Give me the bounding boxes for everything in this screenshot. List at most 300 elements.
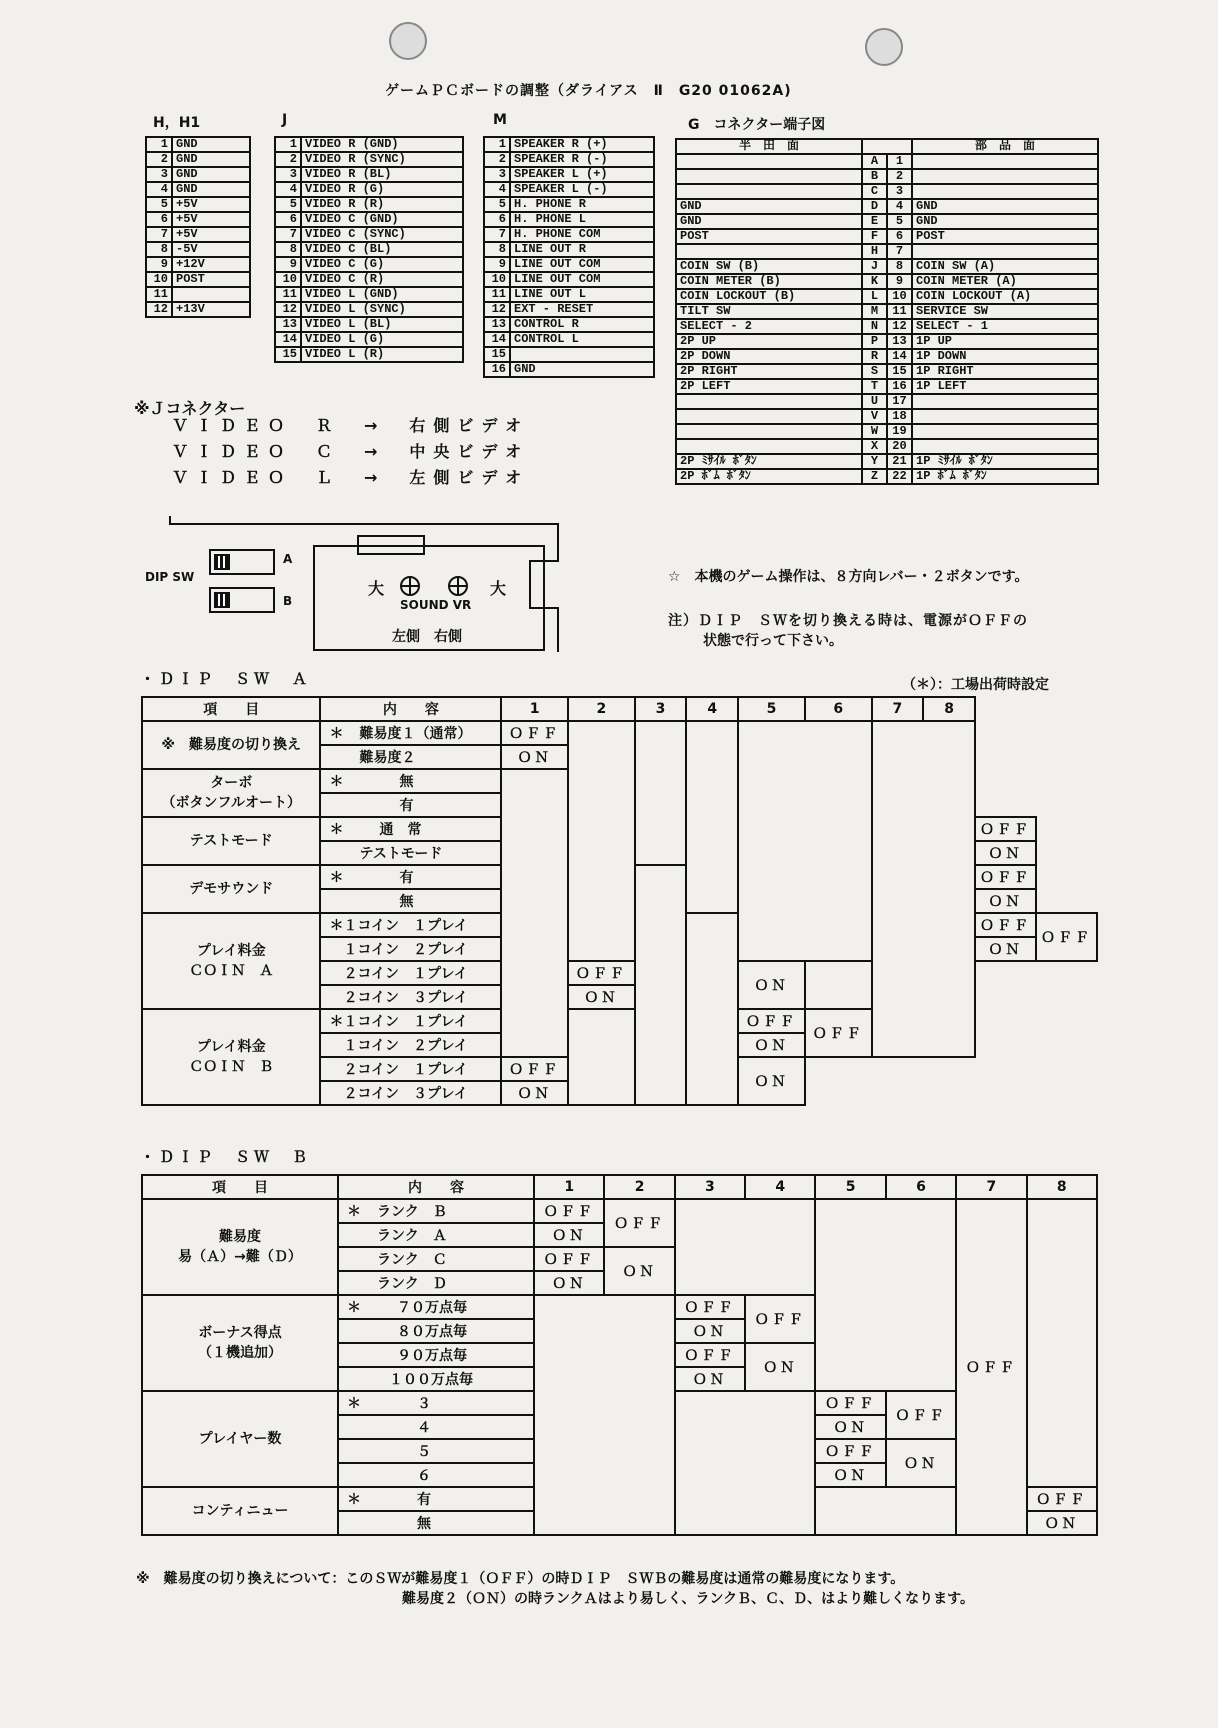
option-cell <box>338 1199 534 1223</box>
option-cell <box>320 1009 501 1033</box>
pin-signal: VIDEO L (G) <box>301 332 463 347</box>
parts-pin: 3 <box>887 184 912 199</box>
pin-number: 11 <box>146 287 172 302</box>
col-sw: 8 <box>923 697 975 721</box>
pin-number: 10 <box>484 272 510 287</box>
pin-signal: -5V <box>172 242 250 257</box>
pin-number: 6 <box>275 212 301 227</box>
solder-pin: Y <box>862 454 887 469</box>
parts-side-signal <box>912 394 1098 409</box>
parts-side-signal: COIN SW (A) <box>912 259 1098 274</box>
col-sw: 6 <box>886 1175 956 1199</box>
solder-pin: L <box>862 289 887 304</box>
col-sw: 5 <box>738 697 805 721</box>
dip-a-heading: ・ＤＩＰ ＳＷ Ａ <box>140 670 312 688</box>
pin-row <box>146 227 250 242</box>
item-label: ターボ <box>210 775 253 791</box>
pin-row <box>146 257 250 272</box>
factory-star: ＊ <box>329 918 344 934</box>
pin-row <box>484 242 654 257</box>
pin-signal: CONTROL L <box>510 332 654 347</box>
pin-signal: EXT - RESET <box>510 302 654 317</box>
sw-a-label: A <box>283 552 293 566</box>
item-coin-b <box>142 1009 320 1105</box>
pin-signal: GND <box>172 182 250 197</box>
parts-side-signal: COIN LOCKOUT (A) <box>912 289 1098 304</box>
parts-pin: 5 <box>887 214 912 229</box>
pin-row <box>146 137 250 152</box>
pin-signal: GND <box>172 137 250 152</box>
j-note-lines <box>172 413 529 491</box>
pin-number: 12 <box>484 302 510 317</box>
pin-row <box>146 302 250 317</box>
pin-row <box>484 212 654 227</box>
solder-pin: W <box>862 424 887 439</box>
solder-pin: M <box>862 304 887 319</box>
parts-pin: 4 <box>887 199 912 214</box>
pin-number: 6 <box>146 212 172 227</box>
sw-off: ＯＦＦ <box>1036 913 1097 961</box>
option-label: １００万点毎 <box>389 1372 474 1388</box>
factory-star: ＊ <box>347 1204 362 1220</box>
solder-pin: U <box>862 394 887 409</box>
sw-on: ＯＮ <box>675 1319 745 1343</box>
col-sw: 4 <box>686 697 738 721</box>
option-cell <box>320 889 501 913</box>
option-cell <box>320 721 501 745</box>
col-sw: 4 <box>745 1175 815 1199</box>
parts-pin: 11 <box>887 304 912 319</box>
sw-on: ＯＮ <box>534 1223 604 1247</box>
pin-row <box>484 287 654 302</box>
pin-row <box>275 242 463 257</box>
parts-side-signal: GND <box>912 199 1098 214</box>
pin-row <box>275 212 463 227</box>
sw-on: ＯＮ <box>738 1057 805 1105</box>
h-connector-table <box>145 136 251 318</box>
solder-pin: V <box>862 409 887 424</box>
g-connector-table <box>675 138 1099 485</box>
solder-pin: J <box>862 259 887 274</box>
pin-number: 4 <box>275 182 301 197</box>
parts-pin: 14 <box>887 349 912 364</box>
solder-side-signal: COIN METER (B) <box>676 274 862 289</box>
pin-row <box>275 272 463 287</box>
parts-side-signal: COIN METER (A) <box>912 274 1098 289</box>
pin-number: 14 <box>484 332 510 347</box>
option-cell <box>320 961 501 985</box>
item-rank <box>142 1199 338 1295</box>
pin-number: 1 <box>275 137 301 152</box>
solder-side-signal <box>676 409 862 424</box>
sw-b-label: B <box>283 594 293 608</box>
option-label: 有 <box>399 798 414 814</box>
pin-signal: VIDEO L (GND) <box>301 287 463 302</box>
pin-number: 16 <box>484 362 510 377</box>
pin-signal: VIDEO C (SYNC) <box>301 227 463 242</box>
parts-side-signal <box>912 184 1098 199</box>
parts-side-signal <box>912 424 1098 439</box>
left-right-label: 左側 右側 <box>392 629 462 645</box>
pin-number: 7 <box>146 227 172 242</box>
pin-row <box>146 272 250 287</box>
g-header-parts: 部 品 面 <box>912 139 1098 154</box>
sw-on: ＯＮ <box>534 1271 604 1295</box>
pin-row <box>146 152 250 167</box>
j-note-heading: ※Ｊコネクター <box>134 399 246 418</box>
sw-on: ＯＮ <box>675 1367 745 1391</box>
pin-signal: VIDEO L (R) <box>301 347 463 362</box>
pin-number: 3 <box>275 167 301 182</box>
pin-number: 8 <box>275 242 301 257</box>
option-label: ２コイン ３プレイ <box>343 1086 468 1102</box>
pin-signal: LINE OUT COM <box>510 257 654 272</box>
parts-pin: 16 <box>887 379 912 394</box>
pin-number: 9 <box>484 257 510 272</box>
col-item: 項 目 <box>142 697 320 721</box>
pin-row <box>484 272 654 287</box>
g-pin-row <box>676 274 1098 289</box>
pin-number: 7 <box>484 227 510 242</box>
pin-signal: VIDEO R (GND) <box>301 137 463 152</box>
parts-side-signal: 1P UP <box>912 334 1098 349</box>
col-sw: 6 <box>805 697 872 721</box>
caution-line-1: 注）ＤＩＰ ＳＷを切り換える時は、電源がＯＦＦの <box>668 613 1028 629</box>
parts-side-signal: GND <box>912 214 1098 229</box>
option-cell <box>338 1391 534 1415</box>
option-label: ６ <box>417 1468 432 1484</box>
sw-off: ＯＦＦ <box>534 1199 604 1223</box>
pin-row <box>146 167 250 182</box>
option-cell <box>320 745 501 769</box>
pin-row <box>484 227 654 242</box>
g-pin-row <box>676 184 1098 199</box>
sw-on: ＯＮ <box>738 1033 805 1057</box>
pin-signal: VIDEO R (R) <box>301 197 463 212</box>
parts-side-signal: SERVICE SW <box>912 304 1098 319</box>
option-label: １コイン ２プレイ <box>343 1038 468 1054</box>
pin-number: 11 <box>275 287 301 302</box>
solder-side-signal: 2P RIGHT <box>676 364 862 379</box>
option-label: 無 <box>399 894 414 910</box>
solder-side-signal <box>676 394 862 409</box>
pin-row <box>484 302 654 317</box>
pin-number: 7 <box>275 227 301 242</box>
parts-side-signal <box>912 169 1098 184</box>
g-pin-row <box>676 394 1098 409</box>
pin-number: 13 <box>484 317 510 332</box>
parts-side-signal <box>912 439 1098 454</box>
dip-sw-label: DIP SW <box>145 570 195 584</box>
pin-row <box>275 227 463 242</box>
option-label: ８０万点毎 <box>397 1324 468 1340</box>
parts-side-signal: 1P RIGHT <box>912 364 1098 379</box>
pin-signal: GND <box>510 362 654 377</box>
pin-signal: LINE OUT L <box>510 287 654 302</box>
j-connector-label: J <box>282 112 288 128</box>
pin-number: 5 <box>146 197 172 212</box>
pin-row <box>275 347 463 362</box>
pin-number: 2 <box>275 152 301 167</box>
option-label: ４ <box>417 1420 432 1436</box>
option-cell <box>320 1057 501 1081</box>
pin-number: 6 <box>484 212 510 227</box>
option-label: 難易度１（通常） <box>359 726 472 742</box>
option-cell <box>338 1271 534 1295</box>
pin-row <box>146 182 250 197</box>
pin-number: 8 <box>146 242 172 257</box>
pin-number: 15 <box>275 347 301 362</box>
sw-on: ＯＮ <box>975 937 1036 961</box>
option-cell <box>320 913 501 937</box>
pin-number: 14 <box>275 332 301 347</box>
solder-pin: T <box>862 379 887 394</box>
option-label: 有 <box>399 870 414 886</box>
solder-pin: A <box>862 154 887 169</box>
pin-row <box>275 332 463 347</box>
option-label: ５ <box>417 1444 432 1460</box>
item-coin-a <box>142 913 320 1009</box>
pin-signal: +5V <box>172 197 250 212</box>
g-pin-row <box>676 409 1098 424</box>
pin-signal: VIDEO C (GND) <box>301 212 463 227</box>
pin-signal: LINE OUT COM <box>510 272 654 287</box>
item-continue: コンティニュー <box>142 1487 338 1535</box>
item-label: ＣＯＩＮ Ｂ <box>189 1059 274 1075</box>
pin-signal: H. PHONE COM <box>510 227 654 242</box>
sw-on: ＯＮ <box>815 1415 885 1439</box>
option-label: ９０万点毎 <box>397 1348 468 1364</box>
m-connector-table <box>483 136 655 378</box>
solder-side-signal <box>676 439 862 454</box>
pin-number: 11 <box>484 287 510 302</box>
dip-b-table <box>141 1174 1098 1536</box>
pin-number: 3 <box>484 167 510 182</box>
option-cell <box>338 1295 534 1319</box>
col-sw: 7 <box>872 697 924 721</box>
solder-pin: E <box>862 214 887 229</box>
option-cell <box>338 1463 534 1487</box>
option-label: １コイン １プレイ <box>343 1014 468 1030</box>
pin-number: 3 <box>146 167 172 182</box>
parts-pin: 21 <box>887 454 912 469</box>
pin-signal <box>172 287 250 302</box>
option-cell <box>338 1415 534 1439</box>
factory-star: ＊ <box>329 1014 344 1030</box>
parts-side-signal <box>912 409 1098 424</box>
solder-side-signal: 2P DOWN <box>676 349 862 364</box>
option-cell <box>338 1367 534 1391</box>
pin-row <box>484 362 654 377</box>
option-label: 無 <box>417 1516 432 1532</box>
pin-signal <box>510 347 654 362</box>
sw-on: ＯＮ <box>604 1247 674 1295</box>
solder-pin: B <box>862 169 887 184</box>
item-bonus <box>142 1295 338 1391</box>
option-cell <box>338 1223 534 1247</box>
solder-side-signal: 2P UP <box>676 334 862 349</box>
parts-pin: 7 <box>887 244 912 259</box>
g-pin-row <box>676 244 1098 259</box>
g-pin-row <box>676 229 1098 244</box>
option-cell <box>320 865 501 889</box>
solder-side-signal <box>676 184 862 199</box>
solder-pin: D <box>862 199 887 214</box>
option-cell <box>338 1487 534 1511</box>
option-cell <box>320 841 501 865</box>
option-label: ３ <box>417 1396 432 1412</box>
col-sw: 1 <box>534 1175 604 1199</box>
g-pin-row <box>676 199 1098 214</box>
caution-line-2: 状態で行って下さい。 <box>703 633 843 649</box>
option-label: 有 <box>417 1492 432 1508</box>
item-label: プレイ料金 <box>196 1039 266 1055</box>
solder-side-signal: COIN LOCKOUT (B) <box>676 289 862 304</box>
solder-side-signal: TILT SW <box>676 304 862 319</box>
pin-signal: SPEAKER R (-) <box>510 152 654 167</box>
option-cell <box>320 985 501 1009</box>
option-cell <box>338 1319 534 1343</box>
solder-side-signal: 2P ﾐｻｲﾙ ﾎﾞﾀﾝ <box>676 454 862 469</box>
pin-signal: H. PHONE R <box>510 197 654 212</box>
g-pin-row <box>676 379 1098 394</box>
factory-star: ＊ <box>329 822 344 838</box>
pin-row <box>146 212 250 227</box>
sw-off: ＯＦＦ <box>815 1439 885 1463</box>
option-cell <box>320 1033 501 1057</box>
col-sw: 7 <box>956 1175 1026 1199</box>
pin-row <box>484 332 654 347</box>
pin-number: 5 <box>484 197 510 212</box>
pin-row <box>275 302 463 317</box>
g-pin-row <box>676 469 1098 484</box>
punch-hole-right <box>865 28 903 66</box>
factory-star: ＊ <box>329 726 344 742</box>
option-label: 通 常 <box>379 822 422 838</box>
j-note-line: ＶＩＤＥＯ Ｌ → 左側ビデオ <box>172 468 530 487</box>
parts-side-signal: 1P DOWN <box>912 349 1098 364</box>
parts-pin: 12 <box>887 319 912 334</box>
item-label: 難易度 <box>219 1229 261 1245</box>
g-header-solder: 半 田 面 <box>676 139 862 154</box>
col-sw: 2 <box>604 1175 674 1199</box>
sw-on: ＯＮ <box>568 985 635 1009</box>
option-label: 難易度２ <box>359 750 416 766</box>
pin-row <box>275 197 463 212</box>
pin-signal: VIDEO C (G) <box>301 257 463 272</box>
solder-side-signal: GND <box>676 199 862 214</box>
option-cell <box>320 817 501 841</box>
page-title: ゲームＰＣボードの調整（ダライアス Ⅱ G20 01062A) <box>385 83 792 99</box>
col-sw: 2 <box>568 697 635 721</box>
option-label: ２コイン １プレイ <box>343 966 468 982</box>
g-pin-row <box>676 334 1098 349</box>
sound-vr-label: SOUND VR <box>400 598 472 612</box>
pin-row <box>484 137 654 152</box>
pin-number: 9 <box>275 257 301 272</box>
sw-on: ＯＮ <box>815 1463 885 1487</box>
solder-side-signal <box>676 169 862 184</box>
option-label: ランク Ａ <box>377 1228 447 1244</box>
parts-pin: 2 <box>887 169 912 184</box>
pin-number: 10 <box>146 272 172 287</box>
col-content: 内 容 <box>320 697 501 721</box>
parts-pin: 19 <box>887 424 912 439</box>
solder-side-signal: 2P LEFT <box>676 379 862 394</box>
pin-row <box>484 347 654 362</box>
item-test-mode: テストモード <box>142 817 320 865</box>
option-cell <box>320 1081 501 1105</box>
pin-row <box>275 287 463 302</box>
g-pin-row <box>676 259 1098 274</box>
pin-number: 1 <box>146 137 172 152</box>
vol-max-right: 大 <box>490 579 507 598</box>
item-label: ボーナス得点 <box>198 1325 282 1341</box>
pin-signal: GND <box>172 152 250 167</box>
item-label: プレイ料金 <box>196 943 266 959</box>
pin-signal: +5V <box>172 212 250 227</box>
h-connector-label: H，H1 <box>153 115 201 131</box>
factory-star: ＊ <box>329 870 344 886</box>
parts-pin: 10 <box>887 289 912 304</box>
pin-row <box>275 167 463 182</box>
parts-pin: 20 <box>887 439 912 454</box>
g-pin-row <box>676 454 1098 469</box>
sw-off: ＯＦＦ <box>805 1009 872 1057</box>
sw-off: ＯＦＦ <box>738 1009 805 1033</box>
col-sw: 3 <box>675 1175 745 1199</box>
col-sw: 3 <box>635 697 687 721</box>
pin-signal: SPEAKER L (-) <box>510 182 654 197</box>
parts-pin: 1 <box>887 154 912 169</box>
star-note: ☆ 本機のゲーム操作は、８方向レバー・２ボタンです。 <box>668 569 1029 585</box>
solder-side-signal: SELECT - 2 <box>676 319 862 334</box>
solder-pin: K <box>862 274 887 289</box>
option-label: ２コイン １プレイ <box>343 1062 468 1078</box>
pin-signal: +12V <box>172 257 250 272</box>
pin-signal: GND <box>172 167 250 182</box>
pin-row <box>275 257 463 272</box>
g-pin-row <box>676 169 1098 184</box>
pin-number: 12 <box>146 302 172 317</box>
g-connector-label: G コネクター端子図 <box>688 117 826 133</box>
pin-number: 9 <box>146 257 172 272</box>
parts-side-signal: 1P ﾐｻｲﾙ ﾎﾞﾀﾝ <box>912 454 1098 469</box>
solder-side-signal: 2P ﾎﾞﾑ ﾎﾞﾀﾝ <box>676 469 862 484</box>
item-label: ＣＯＩＮ Ａ <box>189 963 274 979</box>
sw-on: ＯＮ <box>501 745 568 769</box>
factory-note: （＊）：工場出荷時設定 <box>902 677 1049 693</box>
factory-star: ＊ <box>347 1492 362 1508</box>
col-sw: 5 <box>815 1175 885 1199</box>
g-pin-row <box>676 289 1098 304</box>
solder-pin: C <box>862 184 887 199</box>
parts-pin: 18 <box>887 409 912 424</box>
sw-on: ＯＮ <box>745 1343 815 1391</box>
factory-star: ＊ <box>347 1300 362 1316</box>
pin-signal: H. PHONE L <box>510 212 654 227</box>
pin-number: 13 <box>275 317 301 332</box>
sw-on: ＯＮ <box>975 889 1036 913</box>
col-content: 内 容 <box>338 1175 534 1199</box>
j-note-line: ＶＩＤＥＯ Ｒ → 右側ビデオ <box>172 416 530 435</box>
g-pin-row <box>676 424 1098 439</box>
option-cell <box>338 1511 534 1535</box>
g-pin-row <box>676 439 1098 454</box>
solder-pin: F <box>862 229 887 244</box>
pin-row <box>146 287 250 302</box>
pin-row <box>275 317 463 332</box>
